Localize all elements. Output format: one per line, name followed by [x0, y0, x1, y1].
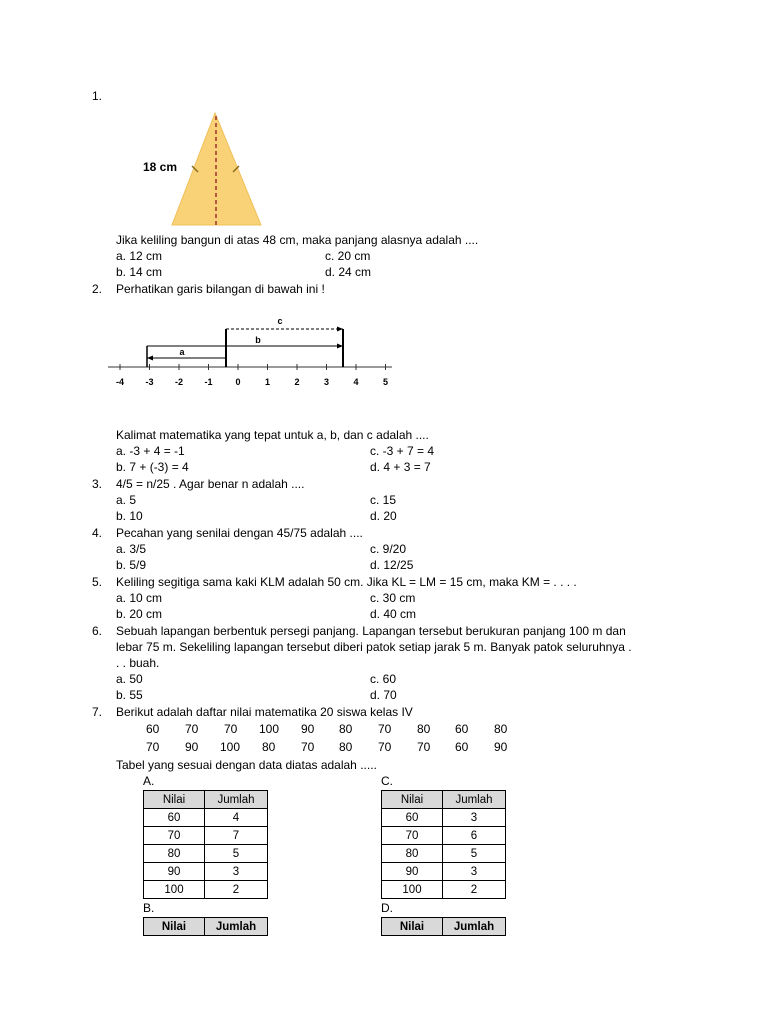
score-row-1 — [0, 722, 768, 738]
q3-option-b: b. 10 — [116, 509, 143, 523]
table-b-label: B. — [143, 901, 155, 915]
number-line-tick-label: 2 — [294, 377, 300, 387]
table-header: Jumlah — [443, 791, 506, 809]
q6-option-c: c. 60 — [370, 672, 397, 686]
q5-option-b: b. 20 cm — [116, 607, 163, 621]
q1-number: 1. — [92, 89, 103, 103]
table-row — [382, 881, 506, 899]
table-cell: 90 — [144, 863, 205, 881]
table-row — [144, 881, 268, 899]
table-header: Nilai — [144, 918, 205, 936]
table-c-label: C. — [381, 774, 393, 788]
table-cell: 60 — [144, 809, 205, 827]
table-row — [382, 845, 506, 863]
table-cell: 70 — [382, 827, 443, 845]
score-value: 100 — [220, 740, 241, 754]
table-cell: 3 — [443, 863, 506, 881]
score-value: 100 — [259, 722, 280, 736]
table-cell: 70 — [144, 827, 205, 845]
q4-option-d: d. 12/25 — [370, 558, 414, 572]
figure-side-label: 18 cm — [143, 160, 178, 174]
table-cell: 5 — [205, 845, 268, 863]
score-value: 80 — [262, 740, 276, 754]
q4-option-c: c. 9/20 — [370, 542, 407, 556]
q6-line3: . . buah. — [116, 656, 160, 670]
score-value: 90 — [185, 740, 199, 754]
number-line-tick-label: -3 — [145, 377, 154, 387]
score-value: 60 — [146, 722, 160, 736]
table-row — [144, 827, 268, 845]
table-d — [381, 917, 506, 936]
label-a: a — [179, 347, 185, 357]
q2-option-d: d. 4 + 3 = 7 — [370, 460, 431, 474]
q6-line2: lebar 75 m. Sekeliling lapangan tersebut diberi patok setiap jarak 5 m. Banyak patok seluruhnya . — [116, 640, 632, 654]
q3-option-d: d. 20 — [370, 509, 397, 523]
table-a — [143, 790, 268, 899]
score-value: 70 — [185, 722, 199, 736]
table-cell: 7 — [205, 827, 268, 845]
q6-option-d: d. 70 — [370, 688, 397, 702]
score-value: 60 — [455, 722, 469, 736]
score-value: 60 — [455, 740, 469, 754]
table-header: Jumlah — [205, 918, 268, 936]
score-value: 70 — [378, 722, 392, 736]
label-c: c — [277, 316, 283, 326]
table-cell: 90 — [382, 863, 443, 881]
table-a-label: A. — [143, 774, 155, 788]
table-header: Nilai — [382, 918, 443, 936]
q6-option-b: b. 55 — [116, 688, 143, 702]
table-cell: 6 — [443, 827, 506, 845]
score-value: 80 — [339, 740, 353, 754]
q2-option-c: c. -3 + 7 = 4 — [370, 444, 435, 458]
q1-question: Jika keliling bangun di atas 48 cm, maka panjang alasnya adalah .... — [116, 233, 479, 247]
q5-option-c: c. 30 cm — [370, 591, 416, 605]
table-cell: 80 — [382, 845, 443, 863]
number-line-tick-label: 0 — [235, 377, 241, 387]
table-header: Nilai — [144, 791, 205, 809]
q7-intro: Berikut adalah daftar nilai matematika 20 siswa kelas IV — [116, 705, 413, 719]
q5-question: Keliling segitiga sama kaki KLM adalah 50 cm. Jika KL = LM = 15 cm, maka KM = . . . . — [116, 575, 577, 589]
q1-option-b: b. 14 cm — [116, 265, 163, 279]
q2-number: 2. — [92, 282, 103, 296]
table-cell: 3 — [205, 863, 268, 881]
score-value: 90 — [494, 740, 508, 754]
q1-option-a: a. 12 cm — [116, 249, 163, 263]
table-row — [382, 827, 506, 845]
q3-option-c: c. 15 — [370, 493, 397, 507]
q3-option-a: a. 5 — [116, 493, 137, 507]
number-line-tick-label: 3 — [323, 377, 330, 387]
table-row — [144, 845, 268, 863]
table-cell: 2 — [205, 881, 268, 899]
q5-number: 5. — [92, 575, 103, 589]
table-cell: 5 — [443, 845, 506, 863]
number-line-tick-label: -4 — [115, 377, 125, 387]
q2-option-a: a. -3 + 4 = -1 — [116, 444, 185, 458]
number-line-tick-label: -1 — [204, 377, 213, 387]
q2-intro: Perhatikan garis bilangan di bawah ini ! — [116, 282, 325, 296]
score-value: 80 — [494, 722, 508, 736]
score-value: 70 — [224, 722, 238, 736]
table-cell: 60 — [382, 809, 443, 827]
q4-question: Pecahan yang senilai dengan 45/75 adalah .... — [116, 526, 363, 540]
table-header: Nilai — [382, 791, 443, 809]
table-cell: 3 — [443, 809, 506, 827]
score-value: 80 — [417, 722, 431, 736]
q3-number: 3. — [92, 477, 103, 491]
table-cell: 100 — [382, 881, 443, 899]
table-header: Jumlah — [205, 791, 268, 809]
number-line-tick-label: 5 — [382, 377, 389, 387]
q4-option-a: a. 3/5 — [116, 542, 147, 556]
number-line-tick-label: -2 — [174, 377, 184, 387]
q7-number: 7. — [92, 705, 103, 719]
score-row-2 — [0, 740, 768, 756]
q3-question: 4/5 = n/25 . Agar benar n adalah .... — [116, 477, 305, 491]
table-row — [382, 809, 506, 827]
table-cell: 4 — [205, 809, 268, 827]
table-cell: 100 — [144, 881, 205, 899]
score-value: 90 — [301, 722, 315, 736]
table-cell: 2 — [443, 881, 506, 899]
number-line-tick-label: 4 — [353, 377, 359, 387]
q1-option-c: c. 20 cm — [325, 249, 371, 263]
table-c — [381, 790, 506, 899]
q5-option-a: a. 10 cm — [116, 591, 163, 605]
number-line-tick-label: 1 — [264, 377, 271, 387]
score-value: 70 — [417, 740, 431, 754]
label-b: b — [255, 335, 261, 345]
table-row — [144, 809, 268, 827]
number-line-figure — [100, 310, 400, 395]
table-row — [382, 863, 506, 881]
table-cell: 80 — [144, 845, 205, 863]
q2-question: Kalimat matematika yang tepat untuk a, b, dan c adalah .... — [116, 428, 429, 442]
score-value: 80 — [339, 722, 353, 736]
q6-number: 6. — [92, 624, 103, 638]
q6-line1: Sebuah lapangan berbentuk persegi panjang. Lapangan tersebut berukuran panjang 100 m dan — [116, 624, 626, 638]
q2-option-b: b. 7 + (-3) = 4 — [116, 460, 189, 474]
q1-option-d: d. 24 cm — [325, 265, 372, 279]
q4-option-b: b. 5/9 — [116, 558, 147, 572]
score-value: 70 — [378, 740, 392, 754]
q5-option-d: d. 40 cm — [370, 607, 417, 621]
q7-question: Tabel yang sesuai dengan data diatas adalah ..... — [116, 758, 377, 772]
table-row — [144, 863, 268, 881]
score-value: 70 — [146, 740, 160, 754]
arrow-a-head — [147, 356, 153, 361]
table-header: Jumlah — [443, 918, 506, 936]
table-d-label: D. — [381, 901, 393, 915]
q4-number: 4. — [92, 526, 103, 540]
q6-option-a: a. 50 — [116, 672, 143, 686]
score-value: 70 — [301, 740, 315, 754]
table-b — [143, 917, 268, 936]
